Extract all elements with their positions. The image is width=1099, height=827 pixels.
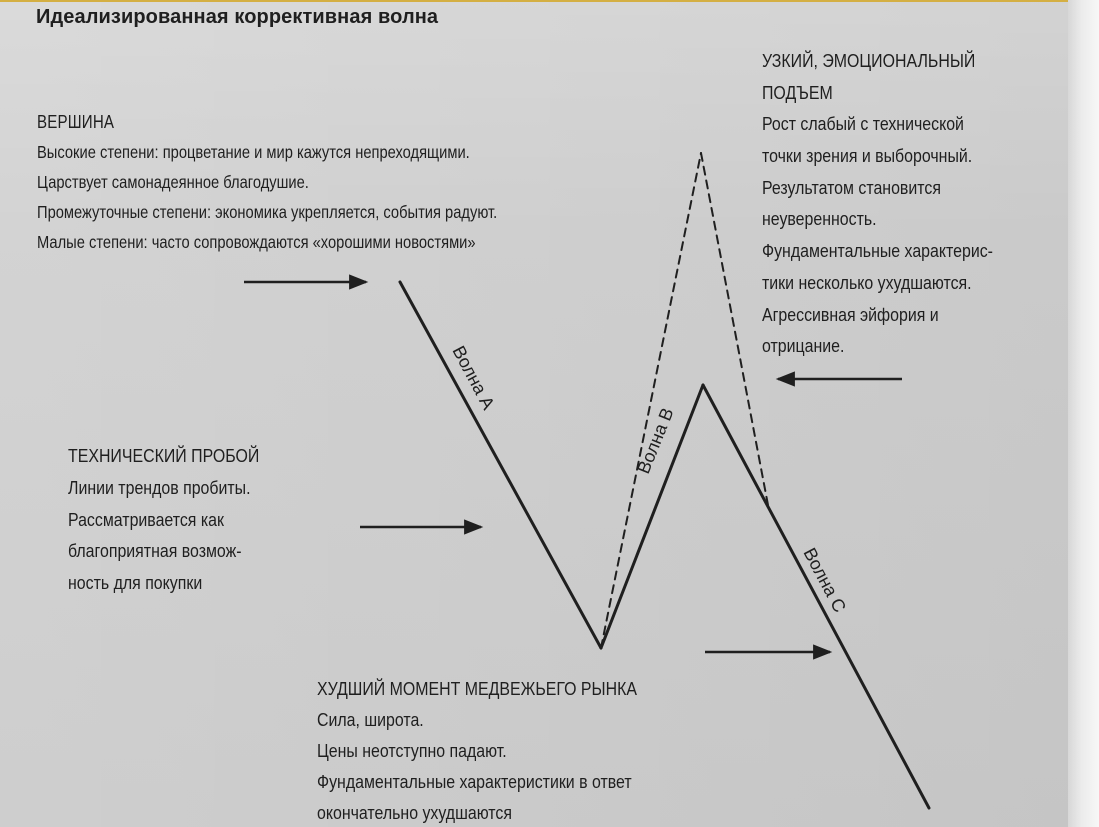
worst-moment-heading: ХУДШИЙ МОМЕНТ МЕДВЕЖЬЕГО РЫНКА xyxy=(317,678,637,699)
narrow-rise-line-6: тики несколько ухудшаются. xyxy=(762,271,972,293)
narrow-rise-line-2: точки зрения и выборочный. xyxy=(762,145,973,167)
narrow-rise-heading-line-1: УЗКИЙ, ЭМОЦИОНАЛЬНЫЙ xyxy=(762,50,976,71)
technical-break-line-4: ность для покупки xyxy=(68,572,203,594)
peak-heading: ВЕРШИНА xyxy=(37,112,115,132)
worst-moment-line-4: окончательно ухудшаются xyxy=(317,802,512,823)
worst-moment-line-1: Сила, широта. xyxy=(317,709,424,730)
narrow-rise-line-8: отрицание. xyxy=(762,335,845,357)
peak-line-2: Царствует самонадеянное благодушие. xyxy=(37,172,309,192)
wave-c-line xyxy=(703,385,929,808)
alternative-wave-b-up-dashed-line xyxy=(601,153,701,648)
narrow-rise-line-1: Рост слабый с технической xyxy=(762,113,964,135)
narrow-rise-heading-line-2: ПОДЪЕМ xyxy=(762,81,833,103)
technical-break-line-1: Линии трендов пробиты. xyxy=(68,476,251,498)
peak-line-1: Высокие степени: процветание и мир кажутся непреходящими. xyxy=(37,142,470,162)
technical-break-line-2: Рассматривается как xyxy=(68,508,224,530)
worst-moment-line-3: Фундаментальные характеристики в ответ xyxy=(317,771,632,792)
wave-b-label: Волна В xyxy=(633,404,678,477)
narrow-rise-line-5: Фундаментальные характерис- xyxy=(762,240,993,262)
technical-break-heading: ТЕХНИЧЕСКИЙ ПРОБОЙ xyxy=(68,445,260,466)
worst-moment-line-2: Цены неотступно падают. xyxy=(317,740,507,761)
wave-c-label: Волна С xyxy=(799,544,851,616)
wave-a-line xyxy=(400,282,601,648)
narrow-rise-line-4: неуверенность. xyxy=(762,208,877,230)
wave-a-label: Волна А xyxy=(448,342,499,413)
technical-break-line-3: благоприятная возмож- xyxy=(68,540,242,562)
narrow-rise-line-7: Агрессивная эйфория и xyxy=(762,303,939,325)
peak-line-3: Промежуточные степени: экономика укрепляется, события радуют. xyxy=(37,202,498,222)
peak-line-4: Малые степени: часто сопровождаются «хорошими новостями» xyxy=(37,232,476,252)
page-title: Идеализированная коррективная волна xyxy=(36,6,439,28)
alternative-wave-b-down-dashed-line xyxy=(701,153,768,505)
narrow-rise-line-3: Результатом становится xyxy=(762,176,941,198)
